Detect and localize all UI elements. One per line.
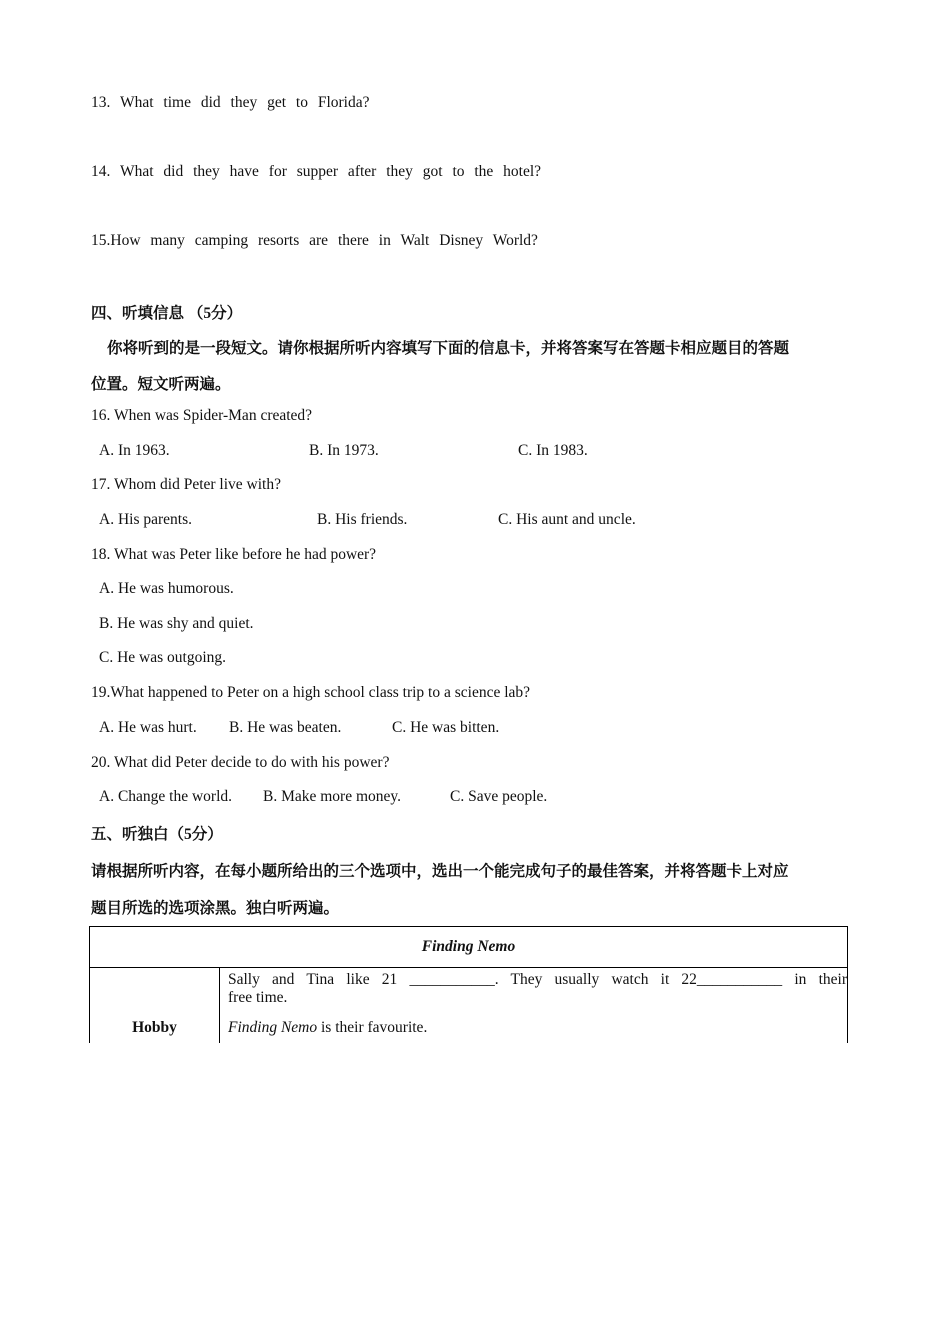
section4-instruction-2: 位置。短文听两遍。 <box>91 376 231 393</box>
option-18a: A. He was humorous. <box>99 580 234 597</box>
page-blank-area <box>0 1043 950 1344</box>
section5-instruction-2: 题目所选的选项涂黑。独白听两遍。 <box>91 900 340 917</box>
section5-instruction-1: 请根据所听内容，在每小题所给出的三个选项中，选出一个能完成句子的最佳答案，并将答题卡上对应 <box>91 863 789 880</box>
option-19c: C. He was bitten. <box>392 719 500 736</box>
question-16: 16. When was Spider-Man created? <box>91 407 313 424</box>
option-20c: C. Save people. <box>450 788 548 805</box>
option-19b: B. He was beaten. <box>229 719 342 736</box>
section4-instruction-1: 你将听到的是一段短文。请你根据所听内容填写下面的信息卡，并将答案写在答题卡相应题目的答题 <box>107 340 790 357</box>
option-16c: C. In 1983. <box>518 442 588 459</box>
info-card-title: Finding Nemo <box>90 927 848 968</box>
question-18: 18. What was Peter like before he had power? <box>91 546 377 563</box>
question-14: 14. What did they have for supper after they got to the hotel? <box>91 163 542 180</box>
hobby-line-3-rest: is their favourite. <box>317 1019 428 1036</box>
question-13: 13. What time did they get to Florida? <box>91 94 370 111</box>
option-17b: B. His friends. <box>317 511 408 528</box>
option-16b: B. In 1973. <box>309 442 379 459</box>
section5-heading: 五、听独白（5分） <box>91 826 223 843</box>
option-17c: C. His aunt and uncle. <box>498 511 636 528</box>
option-18b: B. He was shy and quiet. <box>99 615 254 632</box>
question-15: 15.How many camping resorts are there in Walt Disney World? <box>91 232 538 249</box>
question-20: 20. What did Peter decide to do with his power? <box>91 754 390 771</box>
option-18c: C. He was outgoing. <box>99 649 227 666</box>
option-17a: A. His parents. <box>99 511 192 528</box>
hobby-label: Hobby <box>90 968 220 1088</box>
option-19a: A. He was hurt. <box>99 719 197 736</box>
option-20a: A. Change the world. <box>99 788 233 805</box>
movie-title: Finding Nemo <box>228 1019 318 1036</box>
question-17: 17. Whom did Peter live with? <box>91 476 281 493</box>
hobby-line-1: Sally and Tina like 21 ___________. They usually watch it 22___________ in their <box>228 971 847 988</box>
question-19: 19.What happened to Peter on a high school class trip to a science lab? <box>91 684 531 701</box>
hobby-line-3 <box>228 1019 847 1037</box>
option-16a: A. In 1963. <box>99 442 170 459</box>
section4-heading: 四、听填信息 （5分） <box>91 305 243 322</box>
hobby-line-2: free time. <box>228 989 288 1006</box>
option-20b: B. Make more money. <box>263 788 402 805</box>
